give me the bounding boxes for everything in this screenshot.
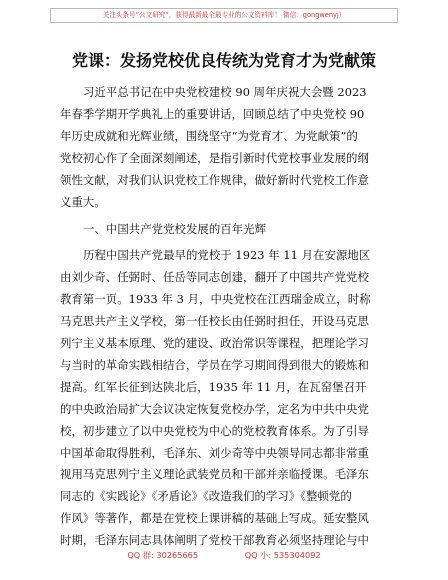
text-line: 视用马克思列宁主义理论武装党员和干部并亲临授课。毛泽东 <box>60 467 369 482</box>
text-line: 领性文献，对我们认识党校工作规律，做好新时代党校工作意 <box>60 172 369 187</box>
qq-group-label: QQ 群: 30265665 <box>127 550 199 560</box>
promo-banner: 关注头条号“公文研究”，获得最新最全最专业的公文资料库！ 微信：gongwenyj） <box>50 8 398 23</box>
text-line: 党校初心作了全面深刻阐述，是指引新时代党校事业发展的纲 <box>60 150 369 165</box>
page-footer <box>0 550 448 561</box>
text-line: 马克思共产主义学校，第一任校长由任弼时担任，开设马克思 <box>60 314 369 329</box>
text-line: 同志的《实践论》《矛盾论》《改造我们的学习》《整顿党的 <box>60 489 352 504</box>
document-title: 党课：发扬党校优良传统为党育才为党献策 <box>71 51 376 70</box>
text-line: 作风》等著作，都是在党校上课讲稿的基础上写成。延安整风 <box>60 511 369 526</box>
paragraph-history <box>60 245 390 552</box>
text-line: 的中央政治局扩大会议决定恢复党校办学，定名为中共中央党 <box>60 401 369 416</box>
text-line: 时期，毛泽东同志具体阐明了党校干部教育必须坚持理论与中 <box>60 533 369 548</box>
text-line: 年春季学期开学典礼上的重要讲话，回顾总结了中央党校 90 <box>60 106 365 121</box>
text-line: 提高。红军长征到达陕北后，1935 年 11 月，在瓦窑堡召开 <box>60 379 367 394</box>
text-line: 历程中国共产党最早的党校于 1923 年 11 月在安源地区 <box>83 248 371 263</box>
text-line: 年历史成就和光辉业绩，围绕坚守“为党育才、为党献策”的 <box>60 128 358 143</box>
document-body <box>60 82 390 552</box>
text-line: 习近平总书记在中央党校建校 90 周年庆祝大会暨 2023 <box>83 85 367 99</box>
text-line: 义重大。 <box>60 194 106 209</box>
text-line: 中国革命取得胜利，毛泽东、刘少奇等中央领导同志都非常重 <box>60 445 369 460</box>
text-line: 教育第一页。1933 年 3 月，中央党校在江西瑞金成立，时称 <box>60 292 371 307</box>
paragraph-intro <box>60 82 390 213</box>
section-heading: 一、中国共产党党校发展的百年光辉 <box>83 222 267 237</box>
text-line: 列宁主义基本原理、党的建设、政治常识等课程，把理论学习 <box>60 335 369 350</box>
text-line: 校，初步建立了以中央党校为中心的党校教育体系。为了引导 <box>60 423 369 438</box>
qq-contact-label: QQ 小: 535304092 <box>244 550 321 560</box>
text-line: 由刘少奇、任弼时、任岳等同志创建，翻开了中国共产党党校 <box>60 270 369 285</box>
text-line: 与当时的革命实践相结合，学员在学习期间得到很大的锻炼和 <box>60 357 369 372</box>
